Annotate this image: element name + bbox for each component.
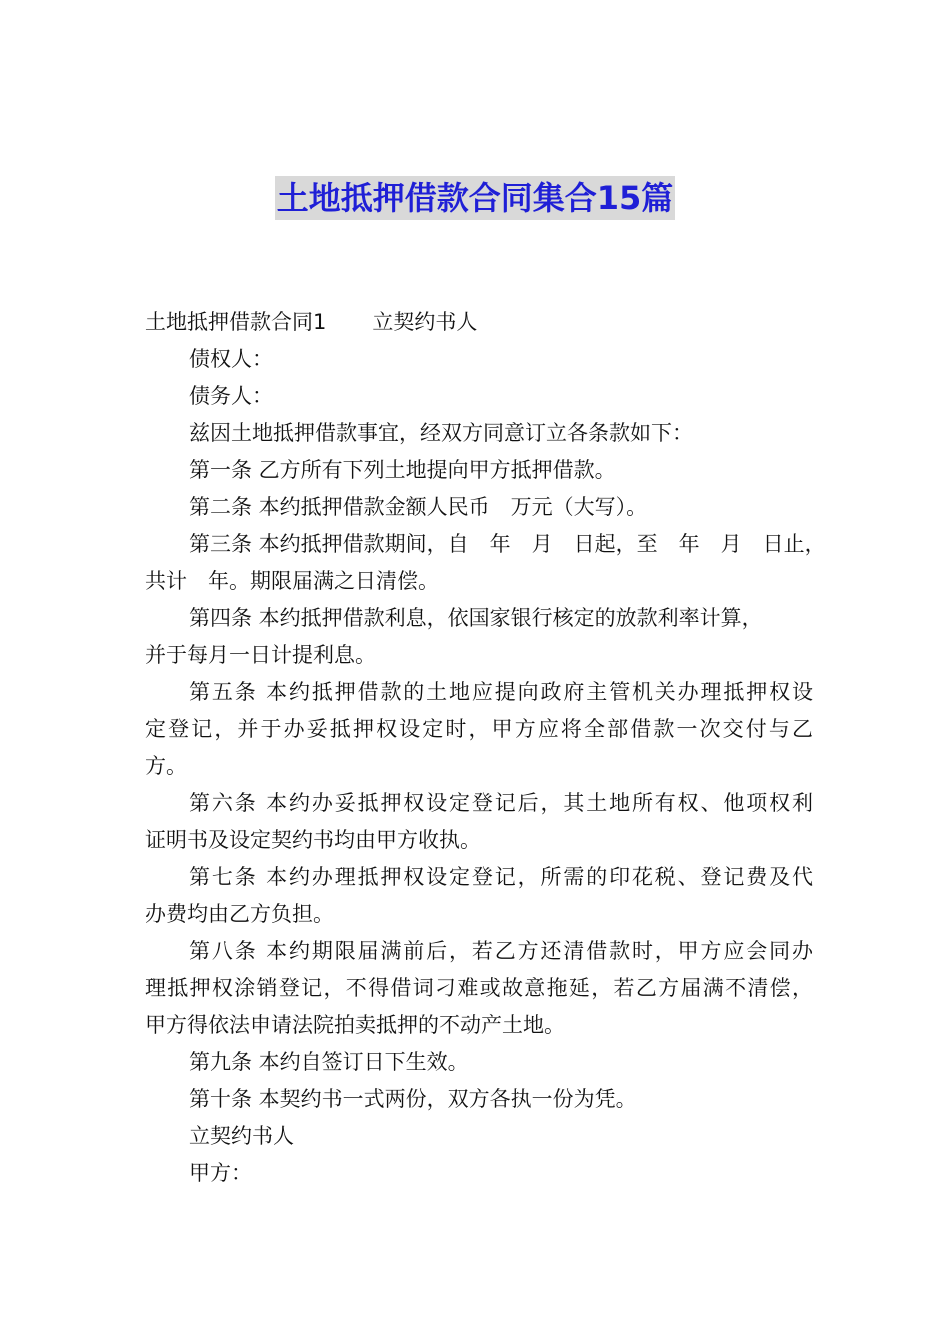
party-a-line: 甲方： bbox=[189, 1161, 252, 1185]
article-8-line-2: 理抵押权涂销登记，不得借词刁难或故意拖延，若乙方届满不清偿， bbox=[145, 976, 813, 1000]
article-3-line-1: 第三条 本约抵押借款期间，自 年 月 日起，至 年 月 日止， bbox=[189, 532, 826, 556]
document-body bbox=[145, 304, 826, 1192]
article-3-line-2: 共计 年。期限届满之日清偿。 bbox=[145, 569, 439, 593]
debtor-line: 债务人： bbox=[189, 384, 273, 408]
party-label: 立契约书人 bbox=[372, 310, 478, 334]
article-4-line-2: 并于每月一日计提利息。 bbox=[145, 643, 376, 667]
article-4-line-1: 第四条 本约抵押借款利息，依国家银行核定的放款利率计算， bbox=[189, 606, 763, 630]
article-7-line-1: 第七条 本约办理抵押权设定登记，所需的印花税、登记费及代 bbox=[189, 865, 813, 889]
article-6-line-2: 证明书及设定契约书均由甲方收执。 bbox=[145, 828, 481, 852]
article-6-line-1: 第六条 本约办妥抵押权设定登记后，其土地所有权、他项权利 bbox=[189, 791, 813, 815]
article-9: 第九条 本约自签订日下生效。 bbox=[189, 1050, 469, 1074]
article-5-line-2: 定登记，并于办妥抵押权设定时，甲方应将全部借款一次交付与乙 bbox=[145, 717, 813, 741]
article-5-line-3: 方。 bbox=[145, 754, 187, 778]
title-container bbox=[0, 176, 950, 220]
article-8-line-3: 甲方得依法申请法院拍卖抵押的不动产土地。 bbox=[145, 1013, 565, 1037]
article-10: 第十条 本契约书一式两份，双方各执一份为凭。 bbox=[189, 1087, 637, 1111]
first-line bbox=[145, 304, 813, 341]
preamble-line: 兹因土地抵押借款事宜，经双方同意订立各条款如下： bbox=[189, 421, 693, 445]
contract-heading: 土地抵押借款合同1 bbox=[145, 310, 327, 334]
article-8-line-1: 第八条 本约期限届满前后，若乙方还清借款时，甲方应会同办 bbox=[189, 939, 813, 963]
article-1: 第一条 乙方所有下列土地提向甲方抵押借款。 bbox=[189, 458, 616, 482]
article-7-line-2: 办费均由乙方负担。 bbox=[145, 902, 334, 926]
creditor-line: 债权人： bbox=[189, 347, 273, 371]
signatory-heading: 立契约书人 bbox=[189, 1124, 294, 1148]
article-5-line-1: 第五条 本约抵押借款的土地应提向政府主管机关办理抵押权设 bbox=[189, 680, 813, 704]
article-2: 第二条 本约抵押借款金额人民币 万元（大写）。 bbox=[189, 495, 648, 519]
document-title: 土地抵押借款合同集合15篇 bbox=[275, 176, 676, 220]
